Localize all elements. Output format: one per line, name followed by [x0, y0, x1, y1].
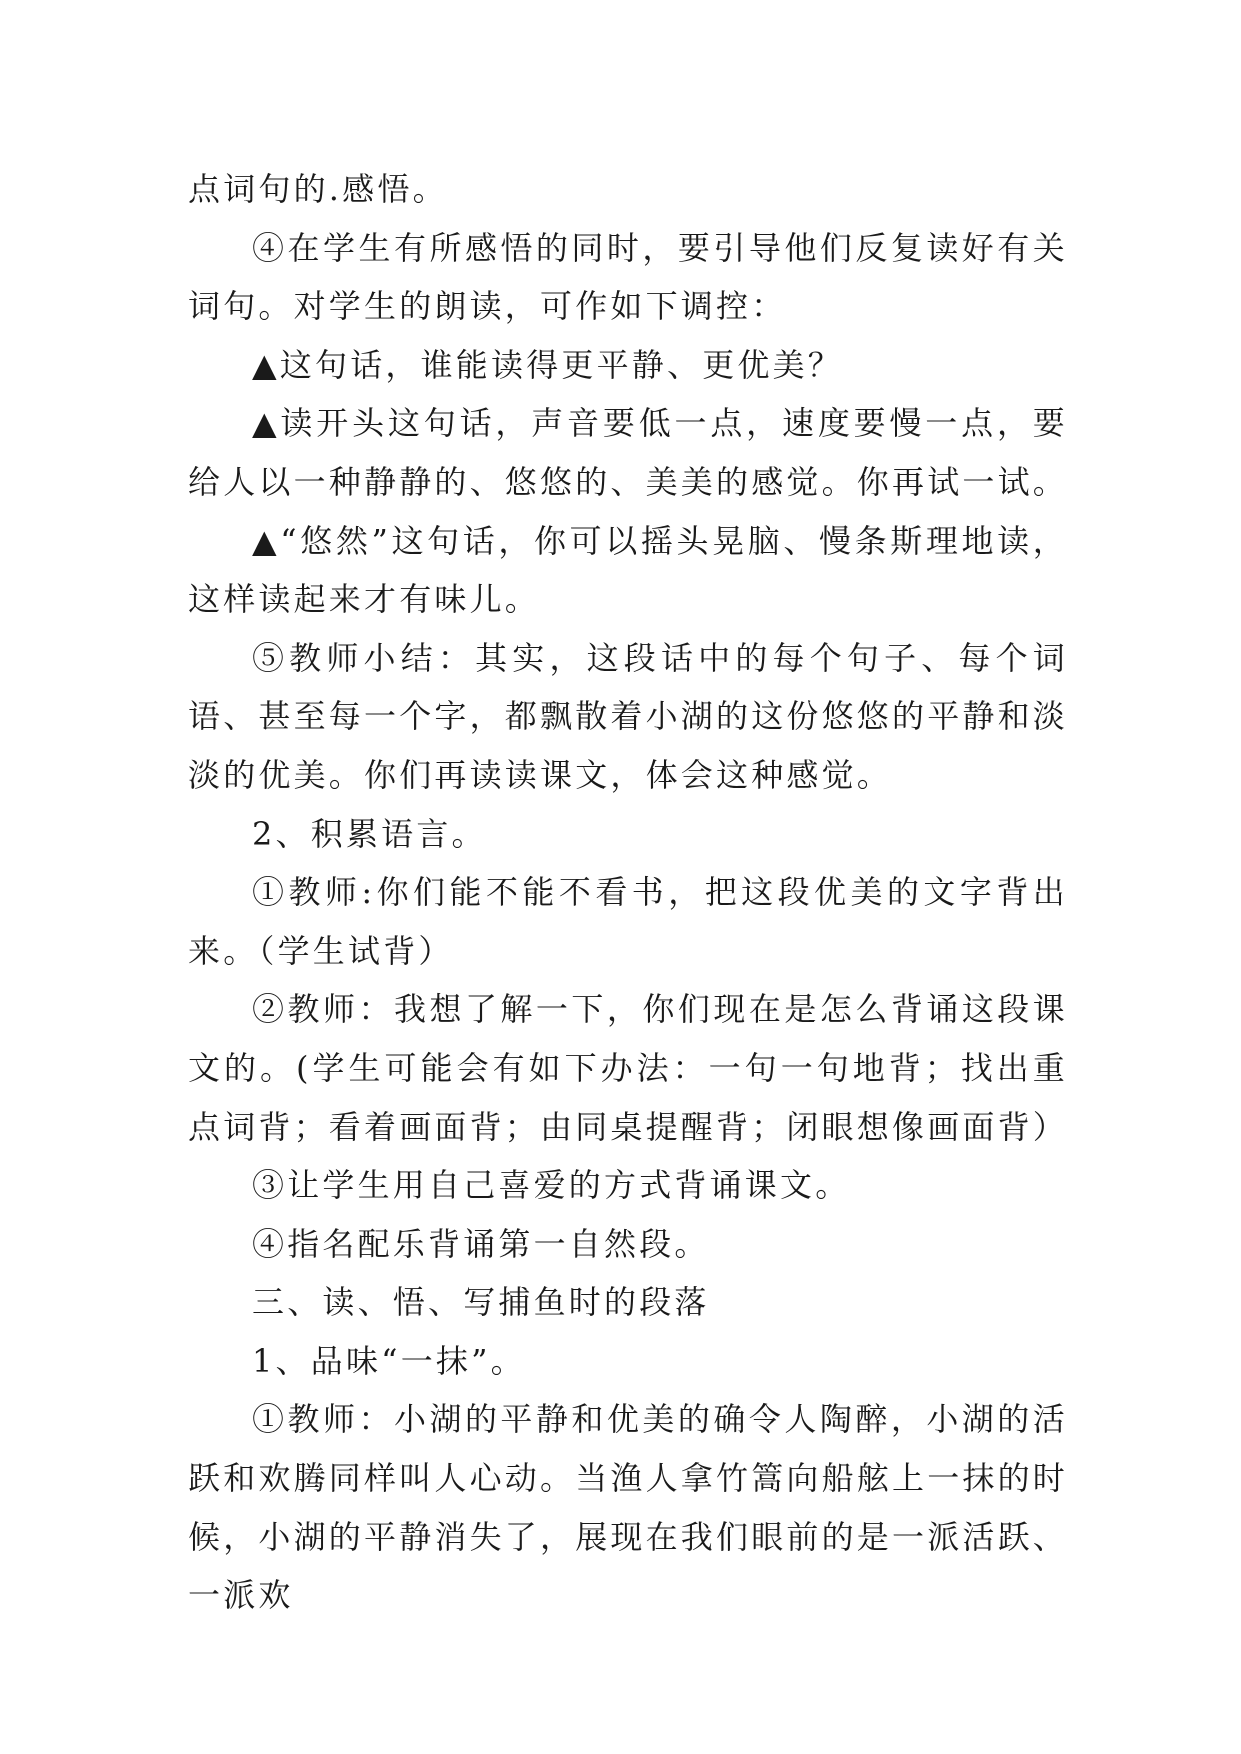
paragraph: 点词句的.感悟。	[188, 170, 448, 208]
subsection-heading: 1、品味“一抹”。	[252, 1341, 526, 1380]
paragraph: ④指名配乐背诵第一自然段。	[252, 1224, 710, 1263]
section-heading: 三、读、悟、写捕鱼时的段落	[252, 1283, 710, 1322]
paragraph: ⑤教师小结：其实，这段话中的每个句子、每个词语、甚至每一个字，都飘散着小湖的这份悠悠的平静和淡淡的优美。你们再读读课文，体会这种感觉。	[188, 638, 1069, 794]
document-body	[188, 160, 1068, 1625]
paragraph: ④在学生有所感悟的同时，要引导他们反复读好有关词句。对学生的朗读，可作如下调控：	[188, 228, 1068, 326]
paragraph: ①教师：小湖的平静和优美的确令人陶醉，小湖的活跃和欢腾同样叫人心动。当渔人拿竹篙向船舷上一抹的时候，小湖的平静消失了，展现在我们眼前的是一派活跃、一派欢	[188, 1400, 1069, 1615]
paragraph: ②教师：我想了解一下，你们现在是怎么背诵这段课文的。(学生可能会有如下办法：一句一句地背；找出重点词背；看着画面背；由同桌提醒背；闭眼想像画面背）	[188, 990, 1069, 1146]
paragraph: ③让学生用自己喜爱的方式背诵课文。	[252, 1166, 851, 1205]
paragraph: ①教师:你们能不能不看书，把这段优美的文字背出来。（学生试背）	[188, 873, 1068, 970]
paragraph: 2、积累语言。	[252, 814, 487, 853]
paragraph: ▲“悠然”这句话，你可以摇头晃脑、慢条斯理地读，这样读起来才有味儿。	[188, 521, 1068, 619]
paragraph: ▲读开头这句话，声音要低一点，速度要慢一点，要给人以一种静静的、悠悠的、美美的感觉。你再试一试。	[188, 404, 1069, 501]
paragraph: ▲这句话，谁能读得更平静、更优美？	[252, 345, 844, 384]
